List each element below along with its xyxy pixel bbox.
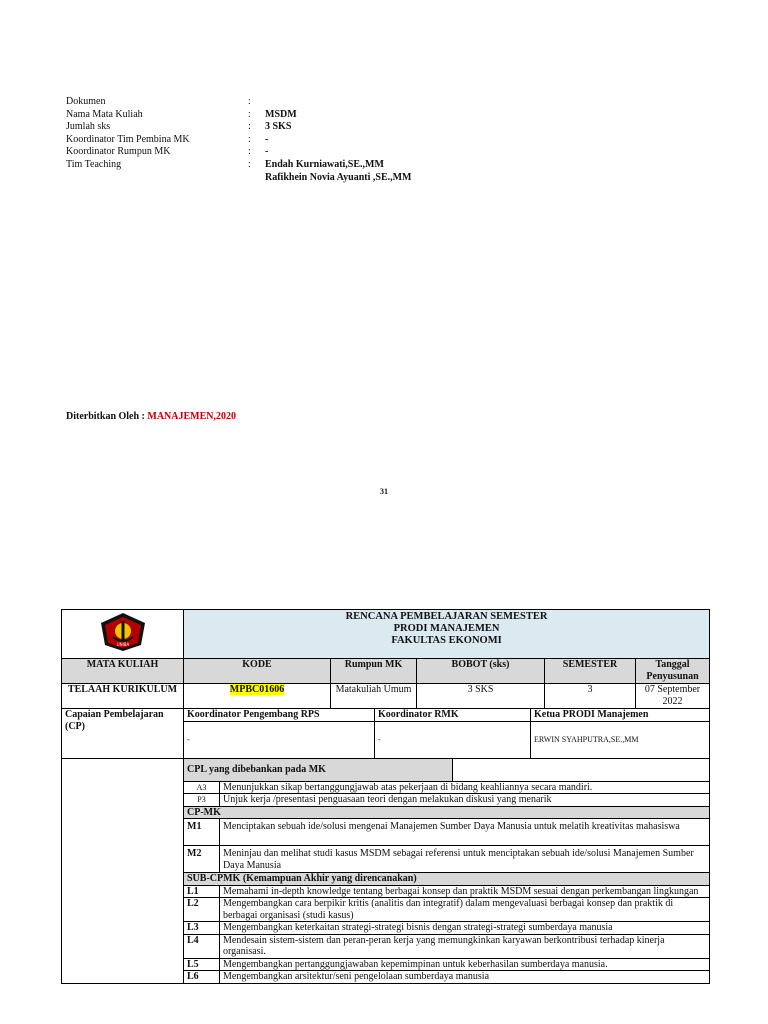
koordinator-pengembang-label: Koordinator Pengembang RPS — [184, 709, 375, 722]
logo-text: UNIBA — [116, 642, 129, 648]
meta-colon: : — [248, 121, 251, 133]
meta-label: Nama Mata Kuliah — [66, 108, 143, 120]
rps-title: RENCANA PEMBELAJARAN SEMESTER — [345, 611, 548, 622]
publisher-label: Diterbitkan Oleh : — [66, 411, 148, 422]
subcpmk-code: L2 — [184, 898, 220, 922]
meta-row-koordinator-pembina — [66, 134, 412, 147]
subcpmk-code: L4 — [184, 934, 220, 958]
meta-row-koordinator-rumpun — [66, 146, 412, 159]
subcpmk-text: Mengembangkan cara berpikir kritis (analitis dan integratif) dalam mengevaluasi berbagai konsep dan praktik di berbagai organisasi (studi kasus) — [220, 898, 710, 922]
course-rumpun: Matakuliah Umum — [331, 684, 417, 709]
rps-header-table — [61, 609, 710, 709]
meta-value: Endah Kurniawati,SE.,MM — [265, 158, 384, 170]
meta-row-jumlah-sks — [66, 121, 412, 134]
meta-row-tim-teaching-2 — [66, 172, 412, 185]
subcpmk-text: Mendesain sistem-sistem dan peran-peran kerja yang memungkinkan karyawan berkontribusi terhadap kinerja organisasi. — [220, 934, 710, 958]
subcpmk-text: Mengembangkan keterkaitan strategi-strategi bisnis dengan strategi-strategi sumberdaya manusia — [220, 922, 710, 935]
subcpmk-code: L1 — [184, 885, 220, 898]
cpl-title: CPL yang dibebankan pada MK — [184, 759, 453, 781]
rps-table — [61, 609, 709, 984]
ketua-prodi-value: ERWIN SYAHPUTRA,SE.,MM — [531, 721, 710, 758]
cpl-title-inner — [184, 759, 709, 781]
course-code-cell — [184, 684, 331, 709]
cpmk-code: M1 — [184, 819, 220, 846]
university-logo — [97, 611, 149, 653]
meta-label: Tim Teaching — [66, 158, 122, 170]
cpl-code: A3 — [184, 781, 220, 794]
meta-colon: : — [248, 146, 251, 158]
meta-colon: : — [248, 96, 251, 107]
header-rumpun: Rumpun MK — [331, 659, 417, 684]
cpl-title-cell — [184, 758, 710, 781]
cp-left-column — [62, 758, 184, 983]
meta-value: Rafikhein Novia Ayuanti ,SE.,MM — [265, 171, 412, 183]
meta-colon: : — [248, 108, 251, 120]
subcpmk-code: L3 — [184, 922, 220, 935]
header-semester: SEMESTER — [545, 659, 636, 684]
subcpmk-text: Memahami in-depth knowledge tentang berbagai konsep dan praktik MSDM sesuai dengan perkembangan lingkungan — [220, 885, 710, 898]
course-bobot: 3 SKS — [417, 684, 545, 709]
koordinator-table — [61, 708, 710, 759]
meta-label — [66, 172, 248, 185]
meta-label: Koordinator Rumpun MK — [66, 146, 171, 158]
cpmk-text: Meninjau dan melihat studi kasus MSDM sebagai referensi untuk menciptakan sebuah ide/solusi Manajemen Sumber Daya Manusia — [220, 846, 710, 873]
meta-label: Dokumen — [66, 96, 106, 107]
course-tanggal: 07 September 2022 — [636, 684, 710, 709]
cpmk-title: CP-MK — [184, 806, 710, 819]
cp-table — [61, 758, 710, 984]
cpl-code: P3 — [184, 794, 220, 807]
header-kode: KODE — [184, 659, 331, 684]
subcpmk-title: SUB-CPMK (Kemampuan Akhir yang direncanakan) — [184, 873, 710, 886]
header-tanggal: Tanggal Penyusunan — [636, 659, 710, 684]
meta-value: - — [265, 146, 269, 158]
publisher-value: MANAJEMEN,2020 — [147, 411, 236, 422]
subcpmk-text: Mengembangkan pertanggungjawaban kepemimpinan untuk keberhasilan sumberdaya manusia. — [220, 958, 710, 971]
subcpmk-code: L5 — [184, 958, 220, 971]
meta-label: Koordinator Tim Pembina MK — [66, 133, 190, 145]
course-code: MPBC01606 — [229, 684, 285, 695]
meta-colon: : — [248, 158, 251, 170]
cpl-text: Menunjukkan sikap bertanggungjawab atas pekerjaan di bidang keahliannya secara mandiri. — [220, 781, 710, 794]
subcpmk-code: L6 — [184, 971, 220, 984]
koordinator-pengembang-value: - — [184, 721, 375, 758]
page-number: 31 — [380, 487, 388, 496]
header-mata-kuliah: MATA KULIAH — [62, 659, 184, 684]
cpl-text: Unjuk kerja /presentasi penguasaan teori dengan melakukan diskusi yang menarik — [220, 794, 710, 807]
meta-colon — [248, 172, 265, 185]
course-name: TELAAH KURIKULUM — [62, 684, 184, 709]
koordinator-rmk-value: - — [375, 721, 531, 758]
rps-prodi: PRODI MANAJEMEN — [393, 623, 500, 634]
ketua-prodi-label: Ketua PRODI Manajemen — [531, 709, 710, 722]
rps-title-cell — [184, 610, 710, 659]
logo-cell — [62, 610, 184, 659]
subcpmk-text: Mengembangkan arsitektur/seni pengelolaan sumberdaya manusia — [220, 971, 710, 984]
meta-value: - — [265, 133, 269, 145]
cpl-title-spacer — [453, 759, 710, 781]
meta-row-dokumen — [66, 96, 412, 109]
koordinator-rmk-label: Koordinator RMK — [375, 709, 531, 722]
meta-row-tim-teaching — [66, 159, 412, 172]
publisher-line — [66, 411, 236, 422]
meta-row-nama-mk — [66, 109, 412, 122]
cpmk-code: M2 — [184, 846, 220, 873]
rps-fakultas: FAKULTAS EKONOMI — [391, 635, 502, 646]
cpmk-text: Menciptakan sebuah ide/solusi mengenai Manajemen Sumber Daya Manusia untuk melatih kreativitas mahasiswa — [220, 819, 710, 846]
capaian-label: Capaian Pembelajaran (CP) — [62, 709, 184, 759]
document-meta — [66, 96, 412, 184]
meta-label: Jumlah sks — [66, 121, 111, 133]
header-bobot: BOBOT (sks) — [417, 659, 545, 684]
meta-value: 3 SKS — [265, 121, 292, 133]
meta-colon: : — [248, 133, 251, 145]
course-semester: 3 — [545, 684, 636, 709]
meta-value: MSDM — [265, 108, 297, 120]
